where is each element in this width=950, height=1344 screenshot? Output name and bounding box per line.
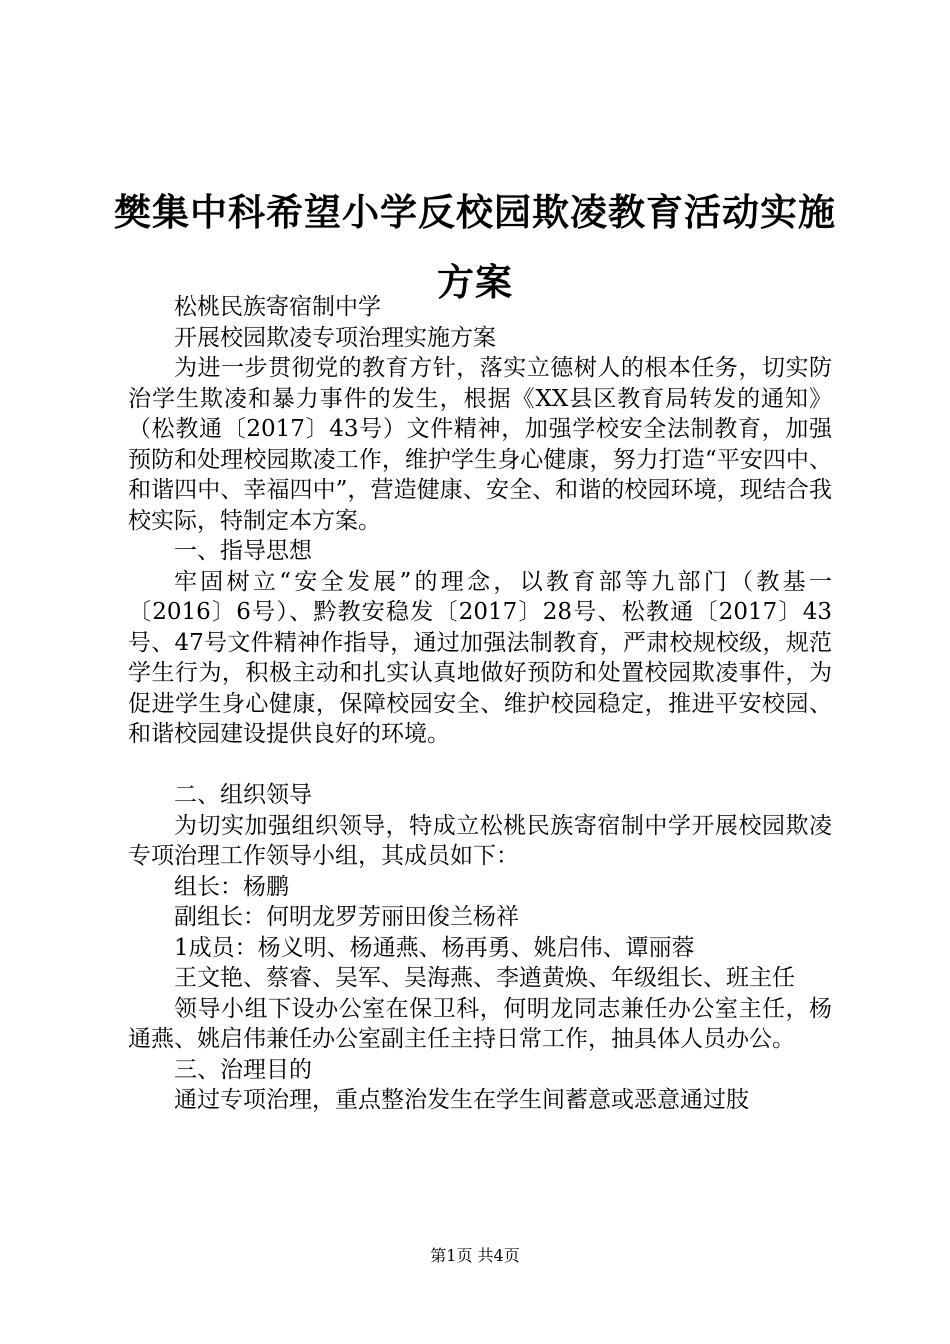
document-title: 樊集中科希望小学反校园欺凌教育活动实施方案 (114, 191, 836, 304)
office-paragraph: 领导小组下设办公室在保卫科，何明龙同志兼任办公室主任，杨通燕、姚启伟兼任办公室副主任主持日常工作，抽具体人员办公。 (128, 995, 832, 1052)
team-leader-line: 组长：杨鹏 (174, 873, 289, 900)
guiding-thought-paragraph: 牢固树立“安全发展”的理念，以教育部等九部门（教基一〔2016〕6号）、黔教安稳发〔2017〕28号、松教通〔2017〕43号、47号文件精神作指导，通过加强法制教育，严肃校规校级，规范学生行为，积极主动和扎实认真地做好预防和处置校园欺凌事件，为促进学生身心健康，保障校园安全、维护校园稳定，推进平安校园、和谐校园建设提供良好的环境。 (128, 568, 832, 747)
goal-paragraph: 通过专项治理，重点整治发生在学生间蓄意或恶意通过肢 (174, 1087, 749, 1113)
section-heading-goal: 三、治理目的 (174, 1056, 312, 1083)
document-body (128, 292, 832, 1116)
page-number-footer: 第1页 共4页 (430, 1246, 520, 1265)
section-heading-organization: 二、组织领导 (174, 782, 312, 808)
members-continued-line: 王文艳、蔡睿、吴军、吴海燕、李遒黄焕、年级组长、班主任 (174, 965, 795, 991)
deputy-leader-line: 副组长：何明龙罗芳丽田俊兰杨祥 (174, 904, 519, 930)
organization-paragraph: 为切实加强组织领导，特成立松桃民族寄宿制中学开展校园欺凌专项治理工作领导小组，其成员如下： (128, 812, 832, 869)
plan-subtitle: 开展校园欺凌专项治理实施方案 (174, 324, 496, 351)
school-name: 松桃民族寄宿制中学 (174, 294, 381, 320)
blank-line (128, 750, 832, 781)
members-line: 1成员：杨义明、杨通燕、杨再勇、姚启伟、谭丽蓉 (174, 934, 695, 961)
section-heading-guiding-thought: 一、指导思想 (174, 538, 312, 564)
intro-paragraph: 为进一步贯彻党的教育方针，落实立德树人的根本任务，切实防治学生欺凌和暴力事件的发生，根据《XX县区教育局转发的通知》（松教通〔2017〕43号）文件精神，加强学校安全法制教育，加强预防和处理校园欺凌工作，维护学生身心健康，努力打造“平安四中、和谐四中、幸福四中”，营造健康、安全、和谐的校园环境，现结合我校实际，特制定本方案。 (128, 355, 832, 534)
